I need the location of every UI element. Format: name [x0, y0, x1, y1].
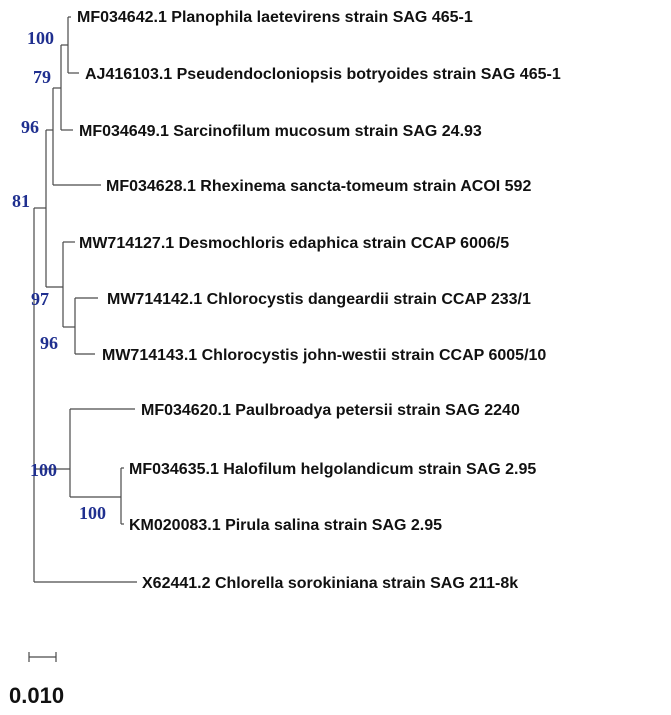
scale-bar-label: 0.010: [9, 683, 65, 708]
taxon-dangeardii: MW714142.1 Chlorocystis dangeardii strain CCAP 233/1: [107, 291, 531, 308]
scale-bar: [9, 652, 64, 708]
bootstrap-with-rhexinema: 96: [21, 117, 39, 137]
bootstrap-desmochloris-clade: 97: [31, 289, 49, 309]
taxon-pirula: KM020083.1 Pirula salina strain SAG 2.95: [129, 517, 443, 534]
bootstrap-main-clade: 81: [12, 191, 30, 211]
bootstrap-with-sarcinofilum: 79: [33, 67, 51, 87]
taxon-desmochloris: MW714127.1 Desmochloris edaphica strain CCAP 6006/5: [79, 235, 510, 252]
bootstrap-halofilum-pirula: 100: [79, 503, 106, 523]
taxon-rhexinema: MF034628.1 Rhexinema sancta-tomeum strain ACOI 592: [106, 178, 532, 195]
taxon-planophila: MF034642.1 Planophila laetevirens strain SAG 465-1: [77, 9, 473, 26]
taxon-sarcinofilum: MF034649.1 Sarcinofilum mucosum strain SAG 24.93: [79, 123, 482, 140]
taxon-pseudendocloniopsis: AJ416103.1 Pseudendocloniopsis botryoides strain SAG 465-1: [85, 66, 561, 83]
taxon-paulbroadya: MF034620.1 Paulbroadya petersii strain SAG 2240: [141, 402, 520, 419]
taxon-chlorella: X62441.2 Chlorella sorokiniana strain SAG 211-8k: [142, 575, 519, 592]
bootstrap-chlorocystis-pair: 96: [40, 333, 58, 353]
bootstrap-planophila-pseudendo: 100: [27, 28, 54, 48]
bootstrap-paulbroadya-clade: 100: [30, 460, 57, 480]
taxon-halofilum: MF034635.1 Halofilum helgolandicum strain SAG 2.95: [129, 461, 537, 478]
taxon-johnwestii: MW714143.1 Chlorocystis john-westii strain CCAP 6005/10: [102, 347, 547, 364]
